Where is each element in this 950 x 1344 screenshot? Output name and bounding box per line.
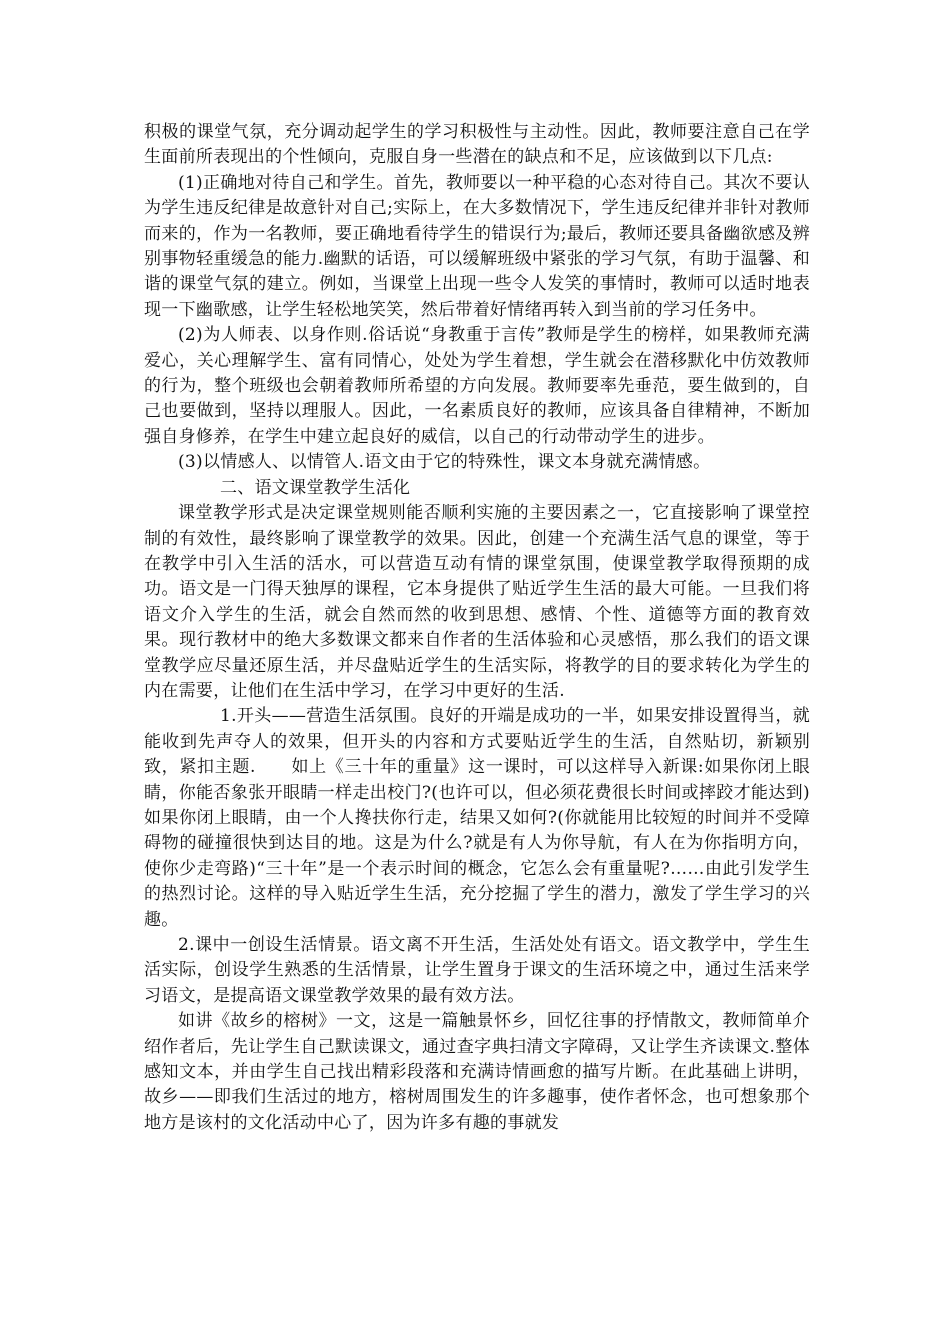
- paragraph-point-2: (2)为人师表、以身作则.俗话说“身教重于言传”教师是学生的榜样，如果教师充满爱心，关心理解学生、富有同情心，处处为学生着想，学生就会在潜移默化中仿效教师的行为，整个班级也会朝着教师所希望的方向发展。教师要率先垂范，要生做到的，自己也要做到，坚持以理服人。因此，一名素质良好的教师，应该具备自律精神，不断加强自身修养，在学生中建立起良好的威信，以自己的行动带动学生的进步。: [144, 325, 810, 447]
- paragraph-point-1: (1)正确地对待自己和学生。首先，教师要以一种平稳的心态对待自己。其次不要认为学生违反纪律是故意针对自己;实际上，在大多数情况下，学生违反纪律并非针对教师而来的，作为一名教师，要正确地看待学生的错误行为;最后，教师还要具备幽欲感及辨别事物轻重缓急的能力.幽默的话语，可以缓解班级中紧张的学习气氛，有助于温馨、和谐的课堂气氛的建立。例如，当课堂上出现一些令人发笑的事情时，教师可以适时地表现一下幽歌感，让学生轻松地笑笑，然后带着好情绪再转入到当前的学习任务中。: [144, 172, 810, 320]
- paragraph-example: 如讲《故乡的榕树》一文，这是一篇触景怀乡，回忆往事的抒情散文，教师简单介绍作者后，先让学生自己默读课文，通过查字典扫清文字障碍，又让学生齐读课文.整体感知文本，并由学生自己找出精彩段落和充满诗情画愈的描写片断。在此基础上讲明，故乡——即我们生活过的地方，榕树周围发生的许多趣事，使作者怀念，也可想象那个地方是该村的文化活动中心了，因为许多有趣的事就发: [144, 1011, 810, 1133]
- paragraph-point-3: (3)以情感人、以情管人.语文由于它的特殊性，课文本身就充满情感。: [178, 452, 711, 473]
- paragraph-intro: 积极的课堂气氛，充分调动起学生的学习积极性与主动性。因此，教师要注意自己在学生面前所表现出的个性倾向，克服自身一些潜在的缺点和不足，应该做到以下几点:: [144, 122, 810, 168]
- section-heading: 二、语文课堂教学生活化: [220, 477, 411, 498]
- paragraph-item-2: 2.课中一创设生活情景。语文离不开生活，生活处处有语文。语文教学中，学生生活实际，创设学生熟悉的生活情景，让学生置身于课文的生活环境之中，通过生活来学习语文，是提高语文课堂教学效果的最有效方法。: [144, 935, 810, 1006]
- paragraph-section-body: 课堂教学形式是决定课堂规则能否顺利实施的主要因素之一，它直接影响了课堂控制的有效性，最终影响了课堂教学的效果。因此，创建一个充满生活气息的课堂，等于在教学中引入生活的活水，可以营造互动有情的课堂氛围，使课堂教学取得预期的成功。语文是一门得天独厚的课程，它本身提供了贴近学生生活的最大可能。一旦我们将语文介入学生的生活，就会自然而然的收到思想、感情、个性、道德等方面的教育效果。现行教材中的绝大多数课文都来自作者的生活体验和心灵感悟，那么我们的语文课堂教学应尽量还原生活，并尽盘贴近学生的生活实际，将教学的目的要求转化为学生的内在需要，让他们在生活中学习，在学习中更好的生活.: [144, 503, 810, 701]
- paragraph-item-1: 1.开头——营造生活氛围。良好的开端是成功的一半，如果安排设置得当，就能收到先声夺人的效果，但开头的内容和方式要贴近学生的生活，自然贴切，新颖别致，紧扣主题. 如上《三十年的重量》这一课时，可以这样导入新课:如果你闭上眼睛，你能否象张开眼睛一样走出校门?(也许可以，但必须花费很长时间或摔跤才能达到)如果你闭上眼睛，由一个人搀扶你行走，结果又如何?(你就能用比较短的时间并不受障碍物的碰撞很快到达目的地。这是为什么?就是有人为你导航，有人在为你指明方向，使你少走弯路)“三十年”是一个表示时间的概念，它怎么会有重量呢?……由此引发学生的热烈讨论。这样的导入贴近学生生活，充分挖掘了学生的潜力，激发了学生学习的兴趣。: [144, 706, 810, 930]
- document-page: [144, 120, 810, 1136]
